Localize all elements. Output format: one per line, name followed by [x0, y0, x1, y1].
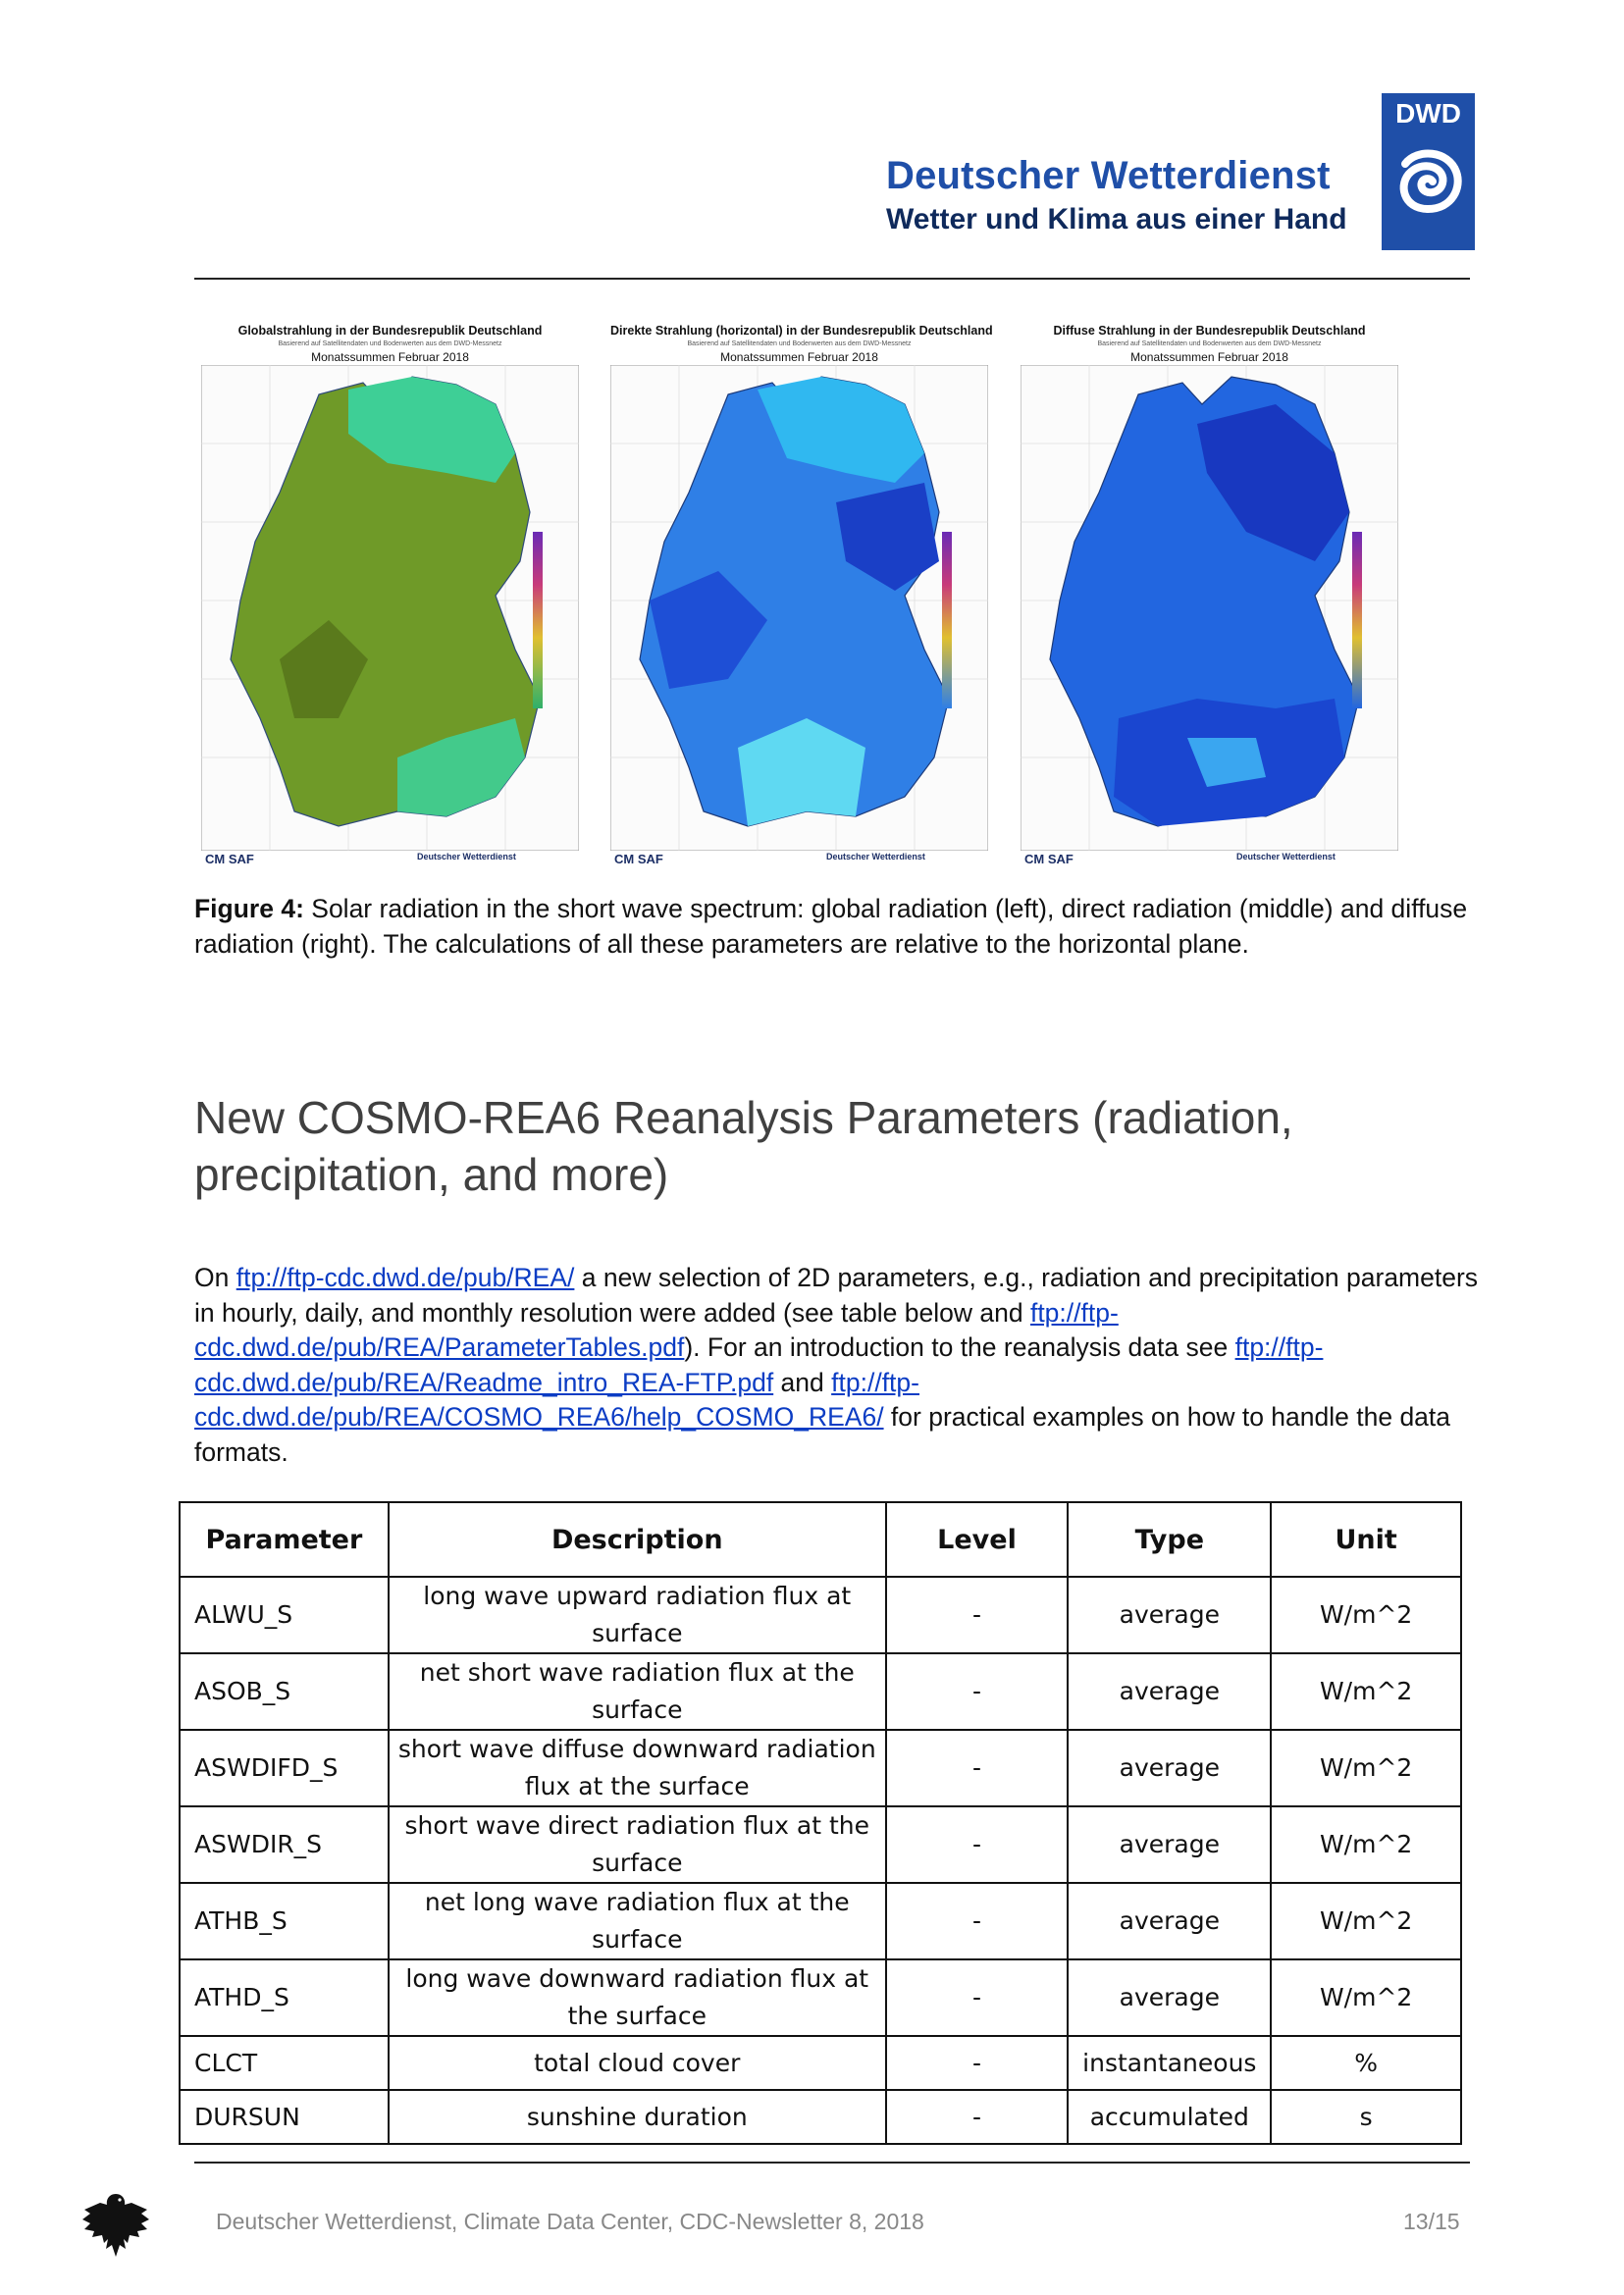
map-title: Globalstrahlung in der Bundesrepublik Deutschland [237, 324, 543, 338]
cell-type: average [1068, 1883, 1271, 1959]
cell-description: net long wave radiation flux at the surface [389, 1883, 886, 1959]
header-divider [194, 278, 1470, 280]
cell-type: average [1068, 1653, 1271, 1730]
cell-parameter: ALWU_S [180, 1577, 389, 1653]
table-row [180, 1959, 1461, 2036]
map-diffuse-radiation [1021, 322, 1398, 876]
germany-map-image [610, 365, 988, 851]
map-direct-radiation [610, 322, 993, 876]
map-subtitle: Basierend auf Satellitendaten und Bodenwerten aus dem DWD-Messnetz [1097, 340, 1322, 347]
map-period: Monatssummen Februar 2018 [720, 350, 878, 364]
cell-type: average [1068, 1806, 1271, 1883]
map-subtitle: Basierend auf Satellitendaten und Bodenwerten aus dem DWD-Messnetz [687, 340, 912, 347]
cell-description: short wave direct radiation flux at the surface [389, 1806, 886, 1883]
figure-caption [194, 891, 1470, 962]
federal-eagle-icon [77, 2186, 155, 2265]
germany-map-image [1021, 365, 1398, 851]
germany-map-image [201, 365, 579, 851]
cell-level: - [886, 1730, 1069, 1806]
column-header-unit: Unit [1271, 1502, 1461, 1577]
cmsaf-logo: CM SAF [1024, 852, 1074, 866]
intro-paragraph [194, 1261, 1499, 1470]
map-period: Monatssummen Februar 2018 [1130, 350, 1288, 364]
cell-description: total cloud cover [389, 2036, 886, 2090]
map-title: Diffuse Strahlung in der Bundesrepublik Deutschland [1053, 324, 1366, 338]
parameter-table [179, 1501, 1462, 2145]
footer-divider [194, 2162, 1470, 2164]
column-header-level: Level [886, 1502, 1069, 1577]
cell-unit: W/m^2 [1271, 1577, 1461, 1653]
table-row [180, 1653, 1461, 1730]
cell-unit: % [1271, 2036, 1461, 2090]
cell-level: - [886, 1806, 1069, 1883]
dwd-logo-icon [1382, 93, 1475, 250]
cell-unit: W/m^2 [1271, 1653, 1461, 1730]
cell-description: long wave upward radiation flux at surface [389, 1577, 886, 1653]
para-text: and [773, 1367, 832, 1397]
page-number: 13/15 [1403, 2209, 1460, 2234]
column-header-type: Type [1068, 1502, 1271, 1577]
section-heading: New COSMO-REA6 Reanalysis Parameters (radiation, precipitation, and more) [194, 1092, 1293, 1200]
cell-parameter: DURSUN [180, 2090, 389, 2144]
table-row [180, 2090, 1461, 2144]
map-credit: Deutscher Wetterdienst [1236, 852, 1336, 861]
cell-level: - [886, 1577, 1069, 1653]
cell-description: short wave diffuse downward radiation flux at the surface [389, 1730, 886, 1806]
cell-parameter: ATHD_S [180, 1959, 389, 2036]
caption-label: Figure 4: [194, 894, 304, 923]
cell-parameter: ASOB_S [180, 1653, 389, 1730]
parameter-tables-link[interactable]: ftp://ftp-cdc.dwd.de/pub/REA/ParameterTables.pdf [194, 1297, 1119, 1362]
map-subtitle: Basierend auf Satellitendaten und Bodenwerten aus dem DWD-Messnetz [278, 340, 502, 347]
cell-description: sunshine duration [389, 2090, 886, 2144]
cell-unit: W/m^2 [1271, 1730, 1461, 1806]
cell-unit: s [1271, 2090, 1461, 2144]
map-global-radiation [201, 322, 579, 876]
cell-parameter: ASWDIR_S [180, 1806, 389, 1883]
cell-description: long wave downward radiation flux at the surface [389, 1959, 886, 2036]
cell-level: - [886, 2036, 1069, 2090]
caption-text: Solar radiation in the short wave spectrum: global radiation (left), direct radiation (middle) and diffuse radiation (right). The calculations of all these parameters are relative to the horizontal plane. [194, 894, 1468, 959]
map-period: Monatssummen Februar 2018 [311, 350, 469, 364]
org-name: Deutscher Wetterdienst [886, 154, 1331, 197]
table-row [180, 1806, 1461, 1883]
footer-text: Deutscher Wetterdienst, Climate Data Center, CDC-Newsletter 8, 2018 [216, 2209, 924, 2234]
cell-parameter: ASWDIFD_S [180, 1730, 389, 1806]
dwd-logo-text: DWD [1395, 98, 1461, 129]
column-header-parameter: Parameter [180, 1502, 389, 1577]
table-header-row [180, 1502, 1461, 1577]
page-header [0, 0, 1624, 285]
rea-ftp-link[interactable]: ftp://ftp-cdc.dwd.de/pub/REA/ [236, 1263, 575, 1292]
cmsaf-logo: CM SAF [614, 852, 663, 866]
cell-parameter: ATHB_S [180, 1883, 389, 1959]
cell-type: average [1068, 1730, 1271, 1806]
cell-unit: W/m^2 [1271, 1806, 1461, 1883]
cell-unit: W/m^2 [1271, 1959, 1461, 2036]
cell-level: - [886, 1883, 1069, 1959]
readme-intro-link[interactable]: ftp://ftp-cdc.dwd.de/pub/REA/Readme_intro_REA-FTP.pdf [194, 1332, 1324, 1397]
help-cosmo-link[interactable]: ftp://ftp-cdc.dwd.de/pub/REA/COSMO_REA6/help_COSMO_REA6/ [194, 1367, 919, 1432]
para-text: ). For an introduction to the reanalysis data see [684, 1332, 1235, 1362]
org-tagline: Wetter und Klima aus einer Hand [886, 203, 1347, 235]
cell-level: - [886, 2090, 1069, 2144]
para-text: On [194, 1263, 236, 1292]
para-text: a new selection of 2D parameters, e.g., radiation and precipitation parameters in hourly, daily, and monthly resolution were added (see table below and [194, 1263, 1479, 1328]
table-row [180, 1730, 1461, 1806]
cell-description: net short wave radiation flux at the surface [389, 1653, 886, 1730]
cell-type: accumulated [1068, 2090, 1271, 2144]
cell-level: - [886, 1653, 1069, 1730]
map-credit: Deutscher Wetterdienst [417, 852, 516, 861]
para-text: for practical examples on how to handle the data formats. [194, 1402, 1451, 1467]
column-header-description: Description [389, 1502, 886, 1577]
cell-type: average [1068, 1577, 1271, 1653]
table-row [180, 2036, 1461, 2090]
table-row [180, 1577, 1461, 1653]
map-credit: Deutscher Wetterdienst [826, 852, 925, 861]
cell-type: average [1068, 1959, 1271, 2036]
cell-parameter: CLCT [180, 2036, 389, 2090]
cell-type: instantaneous [1068, 2036, 1271, 2090]
cmsaf-logo: CM SAF [205, 852, 254, 866]
map-title: Direkte Strahlung (horizontal) in der Bundesrepublik Deutschland [610, 324, 993, 338]
cell-level: - [886, 1959, 1069, 2036]
cell-unit: W/m^2 [1271, 1883, 1461, 1959]
table-row [180, 1883, 1461, 1959]
